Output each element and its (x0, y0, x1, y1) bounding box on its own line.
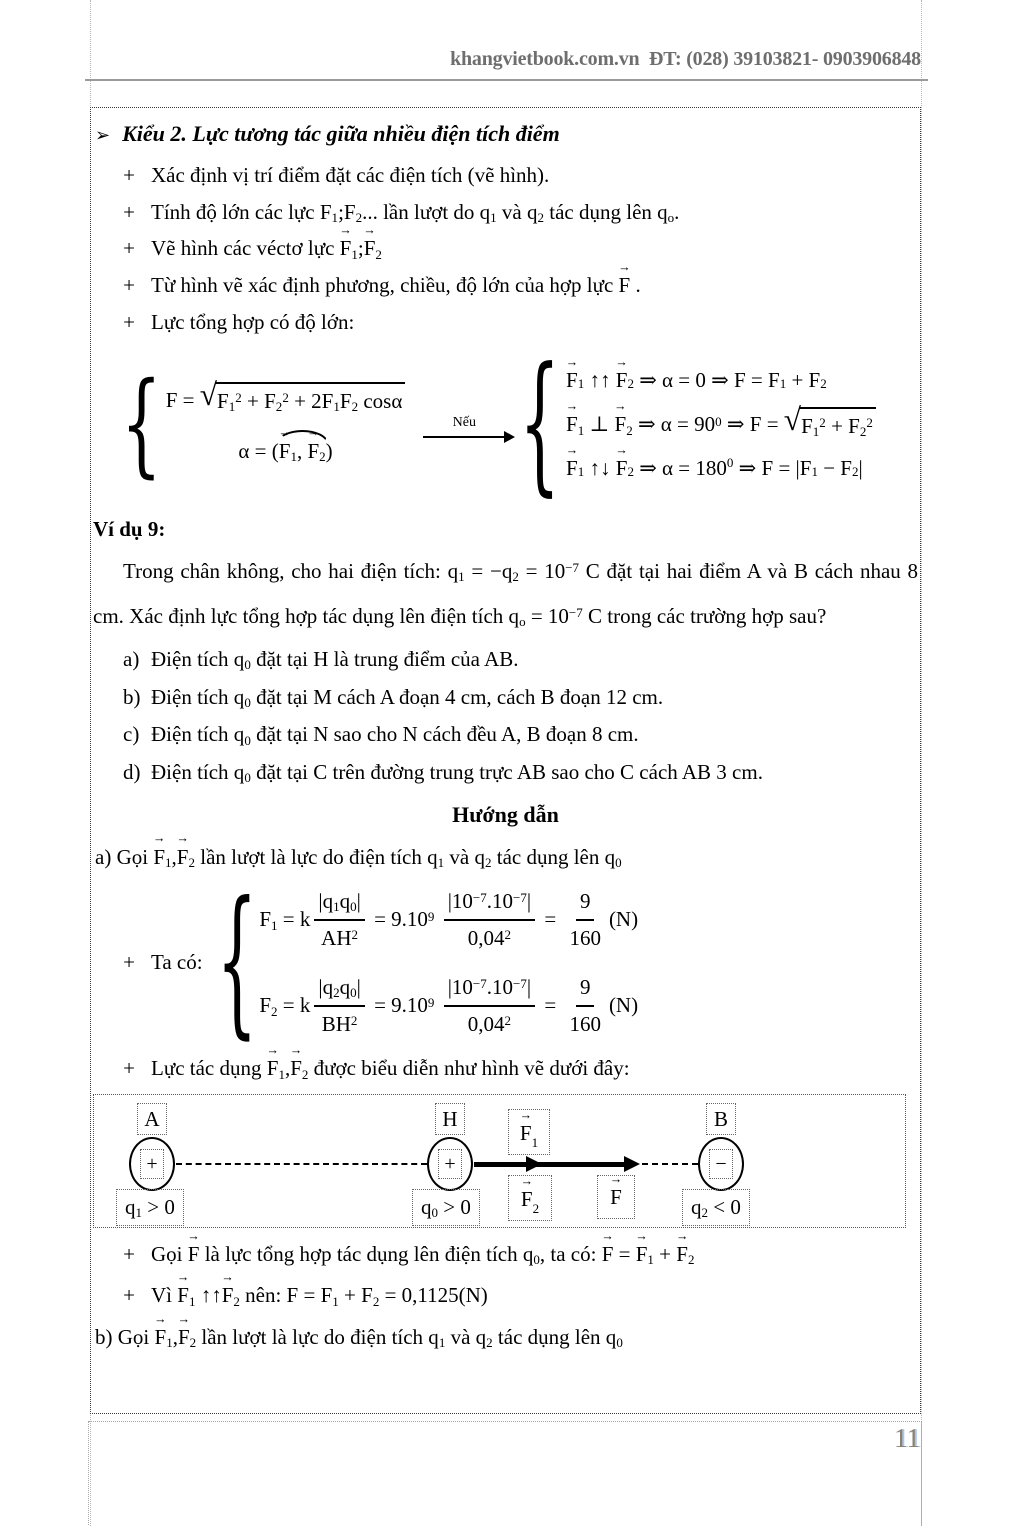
condition-arrow (423, 412, 505, 437)
formula-text: F = (165, 387, 200, 412)
example-item (93, 643, 918, 677)
equation-brace: { (216, 870, 258, 1056)
charge-caption-q1: q1 > 0 (116, 1189, 184, 1227)
content-box (90, 107, 921, 1414)
point-label-A: A (137, 1103, 167, 1135)
dashed-line-FB (642, 1163, 698, 1165)
formula-text: F →1 ⊥ F →2 ⇒ $\alpha = 90^0$ ⇒ F = (566, 408, 784, 442)
step-item (93, 269, 918, 303)
header-rule (85, 79, 928, 81)
left-brace: { (121, 360, 162, 490)
sqrt-symbol: √ (783, 401, 802, 437)
eq-lhs: F2 = k (259, 993, 311, 1019)
sqrt-radical (783, 401, 876, 444)
sqrt-symbol: √ (199, 377, 218, 413)
item-text: Điện tích q0 đặt tại N sao cho N cách đều A, B đoạn 8 cm. (151, 722, 639, 748)
fraction (314, 885, 364, 956)
numerator: |q1q0| (314, 885, 364, 922)
solution-text: a) Gọi F →1,F →2 lần lượt là lực do điện tích q1 và q2 tác dụng lên q0 (95, 841, 622, 875)
step-text: Tính độ lớn các lực F1;F2... lần lượt do q1 và q2 tác dụng lên qo. (151, 199, 680, 226)
radicand: $F1^2 + F2^2 + 2F1F2$ cosα (215, 382, 405, 419)
right-arrow-icon (423, 436, 505, 438)
charge-A (129, 1137, 175, 1191)
formula-text: α = (238, 438, 272, 463)
numerator: $|10^{-7}.10^{-7}|$ (444, 971, 535, 1008)
eq-mid: = $9.10^9$ (368, 907, 435, 932)
force-arrow-shaft (474, 1162, 624, 1167)
diagram-caption-line (93, 1052, 918, 1086)
case-perpendicular (566, 401, 876, 444)
solution-part-b (93, 1321, 918, 1355)
denominator: $BH^2$ (321, 1012, 358, 1037)
numerator: 9 (576, 971, 595, 1008)
item-label: a) (123, 647, 140, 672)
example-intro: Trong chân không, cho hai điện tích: $q1 = -q2 = 10^{-7}$ C đặt tại hai điểm A và B cách nhau 8 cm. Xác định lực tổng hợp tác dụng lên điện tích qo = $10^{-7}$ C trong các trường hợp sau? (93, 558, 919, 630)
condition-label: Nếu (452, 415, 476, 431)
denominator: 0,04$^2$ (467, 1012, 512, 1037)
denominator: 160 (569, 926, 601, 951)
arrow-bullet-icon: ➢ (95, 125, 111, 146)
formula-cases (566, 364, 876, 486)
sqrt-radical (199, 377, 406, 419)
plus-bullet: + (123, 309, 135, 334)
step-text: Từ hình vẽ xác định phương, chiều, độ lớn của hợp lực F → . (151, 269, 641, 303)
item-text: Điện tích q0 đặt tại H là trung điểm của AB. (151, 647, 519, 673)
denominator: 160 (569, 1012, 601, 1037)
step-item (93, 159, 918, 193)
denominator: 0,04$^2$ (467, 926, 512, 951)
equals-sign: = (539, 993, 562, 1018)
section-title-row (95, 116, 918, 151)
plus-bullet: + (123, 1283, 135, 1308)
plus-charge-icon: + (140, 1149, 164, 1179)
solution-line (93, 1279, 918, 1313)
taco-label: Ta có: (151, 950, 203, 975)
equals-sign: = (539, 907, 562, 932)
step-text: Vẽ hình các véctơ lực F →1;F →2 (151, 232, 382, 266)
plus-charge-icon: + (438, 1149, 462, 1179)
fraction (565, 971, 605, 1042)
fraction (444, 971, 535, 1042)
right-margin-guide (921, 0, 922, 1526)
force-diagram (93, 1094, 906, 1228)
solution-heading: Hướng dẫn (452, 802, 559, 828)
solution-line (93, 1238, 918, 1272)
case-antiparallel: F → 1 ↑↓ F → 2 ⇒ α = 180 0 ⇒ F = |F 1 − F 2 | (566, 452, 876, 486)
fraction (314, 971, 364, 1042)
formula-system (121, 338, 918, 513)
denominator: $AH^2$ (321, 926, 359, 951)
equation-f2 (259, 968, 638, 1044)
formula-left-stack (165, 377, 406, 468)
dashed-line-AH (176, 1163, 427, 1165)
force-label-f2: F → 2 (508, 1175, 552, 1221)
example-heading: Ví dụ 9: (93, 517, 166, 542)
solution-text: Lực tác dụng F →1,F →2 được biểu diễn như hình vẽ dưới đây: (151, 1052, 630, 1086)
eq-lhs: F1 = k (259, 907, 311, 933)
item-label: d) (123, 759, 141, 784)
eq-mid: = $9.10^9$ (368, 993, 435, 1018)
minus-charge-icon: − (709, 1149, 733, 1179)
numerator: |q2q0| (314, 971, 364, 1008)
equation-f1 (259, 882, 638, 958)
step-item (93, 232, 918, 266)
footer (88, 1421, 922, 1526)
step-item (93, 196, 918, 230)
step-text: Xác định vị trí điểm đặt các điện tích (vẽ hình). (151, 163, 550, 188)
equation-system (93, 870, 918, 1056)
plus-bullet: + (123, 1241, 135, 1266)
plus-bullet: + (123, 236, 135, 261)
point-label-B: B (706, 1103, 736, 1135)
formula-angle (238, 435, 332, 469)
radicand: $F1^2 + F2^2$ (799, 407, 876, 444)
arrowhead-f1 (526, 1156, 542, 1172)
case-parallel: F → 1 ↑↑ F → 2 ⇒ α = 0 ⇒ F = F 1 + F 2 (566, 364, 876, 398)
item-label: b) (123, 684, 141, 709)
numerator: $|10^{-7}.10^{-7}|$ (444, 885, 535, 922)
arrowhead-f (624, 1156, 640, 1172)
plus-bullet: + (123, 950, 135, 975)
formula-magnitude (165, 377, 406, 419)
plus-bullet: + (123, 1056, 135, 1081)
numerator: 9 (576, 885, 595, 922)
example-item (93, 681, 918, 715)
solution-text: Vì F →1 ↑↑F →2 nên: F = F1 + F2 = 0,1125(N) (151, 1279, 488, 1313)
angle-pair: (F →1, F →2) (272, 435, 333, 469)
right-brace: { (519, 338, 561, 513)
charge-caption-q0: q0 > 0 (412, 1189, 480, 1227)
unit: (N) (608, 907, 639, 932)
equation-stack (259, 882, 638, 1044)
point-label-H: H (435, 1103, 465, 1135)
fraction (565, 885, 605, 956)
force-label-f1: F → 1 (508, 1109, 550, 1155)
plus-bullet: + (123, 163, 135, 188)
example-item (93, 718, 918, 752)
unit: (N) (608, 993, 639, 1018)
plus-bullet: + (123, 199, 135, 224)
item-label: c) (123, 722, 140, 747)
example-item (93, 756, 918, 790)
charge-H (427, 1137, 473, 1191)
step-item (93, 306, 918, 340)
solution-text: b) Gọi F →1,F →2 lần lượt là lực do điện tích q1 và q2 tác dụng lên q0 (95, 1321, 623, 1355)
item-text: Điện tích q0 đặt tại M cách A đoạn 4 cm, cách B đoạn 12 cm. (151, 684, 664, 710)
force-label-f: F → (597, 1175, 635, 1219)
page-number: 11 (894, 1423, 920, 1453)
header-contact: khangvietbook.com.vn ĐT: (028) 39103821- 0903906848 (450, 48, 921, 70)
item-text: Điện tích q0 đặt tại C trên đường trung trực AB sao cho C cách AB 3 cm. (151, 759, 763, 786)
section-title: Kiểu 2. Lực tương tác giữa nhiều điện tích điểm (122, 121, 560, 146)
solution-text: Gọi F → là lực tổng hợp tác dụng lên điện tích q0, ta có: F → = F →1 + F →2 (151, 1238, 694, 1272)
plus-bullet: + (123, 272, 135, 297)
charge-caption-q2: q2 < 0 (682, 1189, 750, 1227)
step-text: Lực tổng hợp có độ lớn: (151, 309, 355, 334)
fraction (444, 885, 535, 956)
solution-part-a (93, 841, 918, 875)
charge-B (698, 1137, 744, 1191)
